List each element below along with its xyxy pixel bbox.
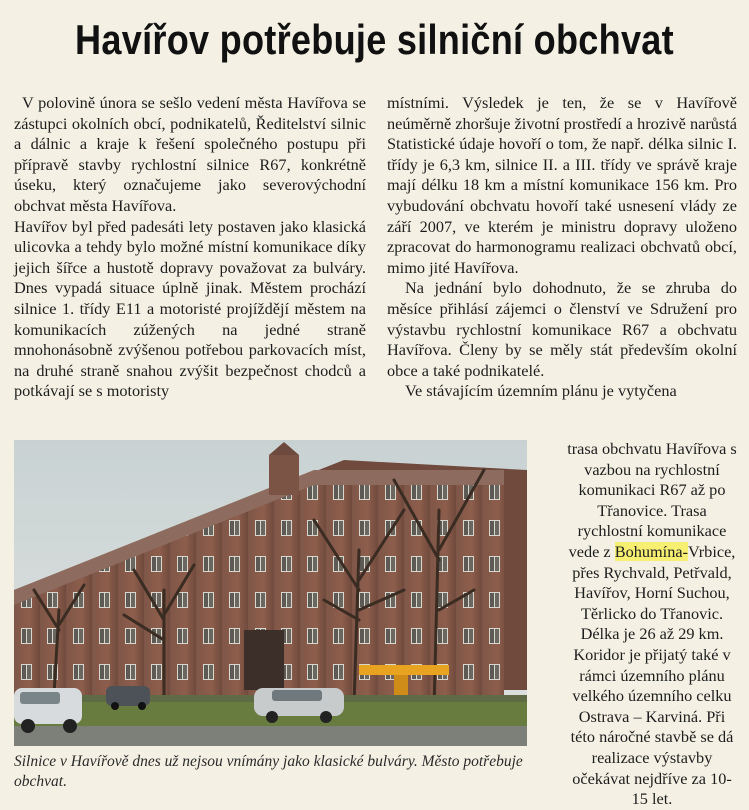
right-column [387, 93, 737, 402]
paragraph-1: V polovině února se sešlo vedení města Havířova se zástupci okolních obcí, podnikatelů, Ředitelství silnic a dálnic a kraje k řešení společného postupu při přípravě stavby rychlostní silnice R67, konkrétně úseku, který označujeme jako severovýchodní obchvat města Havířova. [14, 93, 366, 215]
paragraph-5-continued [565, 439, 739, 810]
narrow-column [565, 439, 739, 810]
narrow-text-before: trasa obchvatu Havířova s vazbou na rychlostní komunikaci R67 až po Třanovice. Trasa rychlostní komunikace vede z [567, 439, 737, 561]
photo-caption: Silnice v Havířově dnes už nejsou vnímány jako klasické bulváry. Město potřebuje obchvat. [14, 753, 523, 790]
paragraph-2: Havířov byl před padesáti lety postaven jako klasická ulicovka a tehdy bylo možné místní komunikace díky jejich šířce a hustotě dopravy považovat za bulváry. Dnes vypadá situace úplně jinak. Městem prochází silnice 1. třídy E11 a motoristé projíždějí městem na komunikacích zúžených na jedné straně mnohonásobně zvýšenou potřebou parkovacích míst, na druhé straně snahou zvýšit bezpečnost chodců a potkávají se s motoristy [14, 216, 366, 401]
left-column [14, 93, 366, 402]
narrow-text-after: Vrbice, přes Rychvald, Petřvald, Havířov, Horní Suchou, Těrlicko do Třanovic. Délka je 26 až 29 km. Koridor je přijatý také v rámci územního plánu velkého územního celku Ostrava – Karviná. Při této náročné stavbě se dá realizace výstavby očekávat nejdříve za 10-15 let. [570, 541, 736, 809]
highlighted-text: Bohumína- [614, 541, 688, 561]
paragraph-4: Na jednání bylo dohodnuto, že se zhruba do měsíce přihlásí zájemci o členství ve Sdružení pro výstavbu rychlostní komunikace R67 a obchvatu Havířova. Členy by se měly stát především okolní obce a také podnikatelé. [387, 278, 737, 380]
paragraph-5-start: Ve stávajícím územním plánu je vytyčena [405, 381, 677, 401]
street-photo-image [14, 440, 527, 746]
article-title: Havířov potřebuje silniční obchvat [75, 16, 674, 63]
street-photo [14, 440, 527, 746]
paragraph-3: místními. Výsledek je ten, že se v Havířově neúměrně zhoršuje životní prostředí a hrozivě narůstá Statistické údaje hovoří o tom, že např. délka silnic I. třídy je 6,3 km, silnice II. a III. třídy ve správě kraje mají délku 18 km a místní komunikace 156 km. Pro vybudování obchvatu hovoří také usnesení vlády ze září 2007, ve kterém je ministru dopravy uloženo zpracovat do harmonogramu realizaci obchvatů obcí, mimo jité Havířova. [387, 93, 737, 277]
